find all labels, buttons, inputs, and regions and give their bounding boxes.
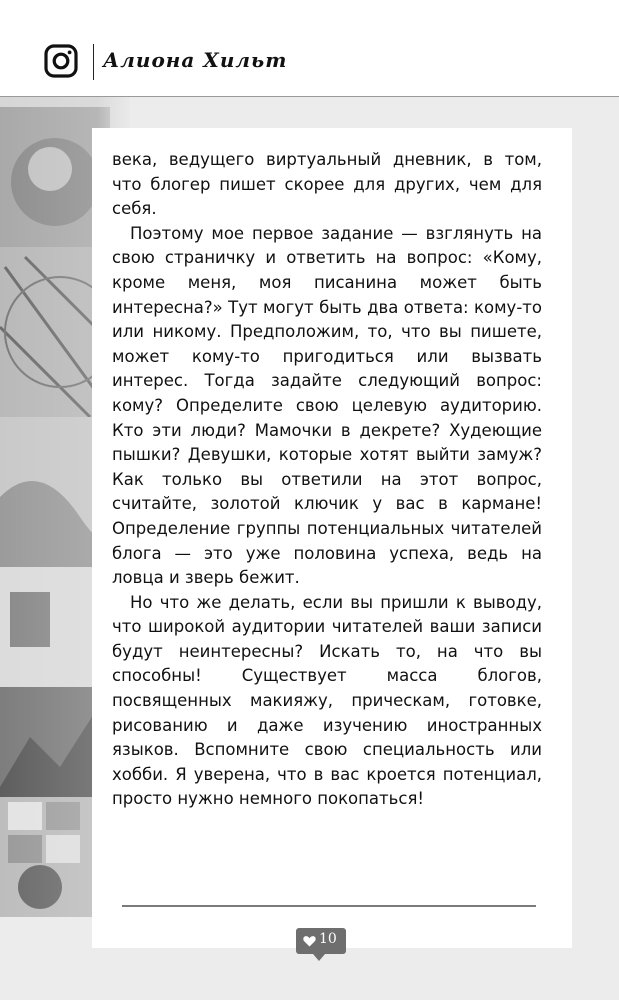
page-header — [0, 0, 619, 97]
paragraph-2: Поэтому мое первое задание — взглянуть на свою страничку и ответить на вопрос: «Кому, кроме меня, моя писанина может быть интересна?» Тут могут быть два ответа: кому-то или никому. Предположим, то, что вы пишете, может кому-то пригодиться или вызвать интерес. Тогда задайте следующий вопрос: кому? Определите свою целевую аудиторию. Кто эти люди? Мамочки в декрете? Худеющие пышки? Девушки, которые хотят выйти замуж? Как только вы ответили на этот вопрос, считайте, золотой ключик у вас в кармане! Определение группы потенциальных читателей блога — это уже половина успеха, ведь на ловца и зверь бежит. — [112, 223, 542, 588]
paragraph-3: Но что же делать, если вы пришли к выводу, что широкой аудитории читателей ваши записи будут неинтересны? Искать то, на что вы способны! Существует масса блогов, посвященных макияжу, прическам, готовке, рисованию и даже изучению иностранных языков. Вспомните свою специальность или хобби. Я уверена, что в вас кроется потенциал, просто нужно немного покопаться! — [112, 592, 542, 809]
header-divider — [93, 44, 94, 80]
badge-tail — [313, 954, 325, 961]
heart-icon — [303, 935, 316, 947]
author-name: Алиона Хильт — [103, 48, 288, 72]
instagram-icon — [44, 44, 78, 78]
page-number-badge — [296, 928, 346, 954]
page-number: 10 — [319, 931, 337, 947]
footer-divider — [122, 905, 536, 907]
paragraph-1: века, ведущего виртуальный дневник, в том, что блогер пишет скорее для других, чем для себя. — [112, 150, 542, 219]
body-text — [112, 148, 542, 812]
